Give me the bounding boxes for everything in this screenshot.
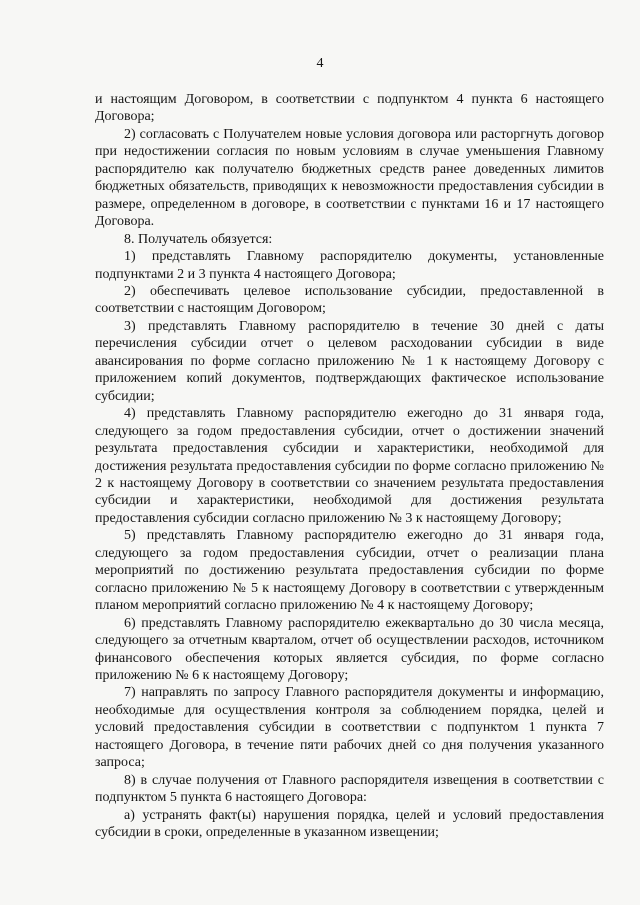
paragraph: 7) направлять по запросу Главного распорядителя документы и информацию, необходимые для осуществления контроля за соблюдением порядка, целей и условий предоставления субсидии в соответствии с подпунктом 1 пункта 7 настоящего Договора, в течение пяти рабочих дней со дня получения указанного запроса; [95,685,604,771]
paragraph: 5) представлять Главному распорядителю ежегодно до 31 января года, следующего за годом предоставления субсидии, отчет о реализации плана мероприятий по достижению результата предоставления субсидии по форме согласно приложению № 5 к настоящему Договору в соответствии с утвержденным планом мероприятий согласно приложению № 4 к настоящему Договору; [95,528,604,614]
paragraph: и настоящим Договором, в соответствии с подпунктом 4 пункта 6 настоящего Договора; [95,92,604,125]
paragraph: 1) представлять Главному распорядителю документы, установленные подпунктами 2 и 3 пункта 4 настоящего Договора; [95,249,604,282]
paragraph: 2) согласовать с Получателем новые условия договора или расторгнуть договор при недостижении согласия по новым условиям в случае уменьшения Главному распорядителю как получателю бюджетных средств ранее доведенных лимитов бюджетных обязательств, приводящих к невозможности предоставления субсидии в размере, определенном в договоре, в соответствии с пунктами 16 и 17 настоящего Договора. [95,126,604,230]
paragraph: 8) в случае получения от Главного распорядителя извещения в соответствии с подпунктом 5 пункта 6 настоящего Договора: [95,772,604,806]
page-number: 4 [316,56,324,71]
document-body [95,91,604,841]
paragraph: 6) представлять Главному распорядителю ежеквартально до 30 числа месяца, следующего за отчетным кварталом, отчет об осуществлении расходов, источником финансового обеспечения которых является субсидия, по форме согласно приложению № 6 к настоящему Договору; [95,615,604,683]
paragraph: 2) обеспечивать целевое использование субсидии, предоставленной в соответствии с настоящим Договором; [95,283,604,317]
paragraph: 4) представлять Главному распорядителю ежегодно до 31 января года, следующего за годом предоставления субсидии, отчет о достижении значений результата предоставления субсидии и характеристики, необходимой для достижения результата предоставления субсидии по форме согласно приложению № 2 к настоящему Договору в соответствии со значением результата предоставления субсидии и характеристики, необходимой для достижения результата предоставления субсидии согласно приложению № 3 к настоящему Договору; [95,406,604,526]
paragraph: 3) представлять Главному распорядителю в течение 30 дней с даты перечисления субсидии отчет о целевом расходовании субсидии в виде авансирования по форме согласно приложению № 1 к настоящему Договору с приложением копий документов, подтверждающих фактическое использование субсидии; [95,318,604,404]
paragraph: а) устранять факт(ы) нарушения порядка, целей и условий предоставления субсидии в сроки, определенные в указанном извещении; [95,807,604,841]
section-heading: 8. Получатель обязуется: [124,231,273,247]
